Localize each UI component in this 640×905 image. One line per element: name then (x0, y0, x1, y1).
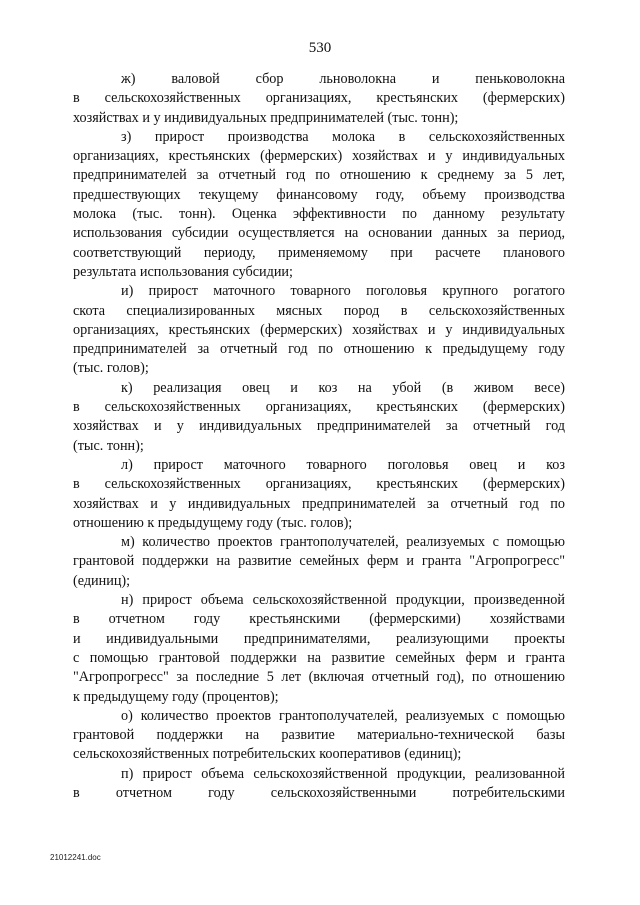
paragraph (73, 128, 565, 282)
text-line: и) прирост маточного товарного поголовья крупного рогатого (121, 283, 565, 300)
text-line: хозяйствах и у индивидуальных предпринимателей (тыс. тонн); (73, 109, 459, 126)
paragraph (73, 533, 565, 591)
text-line: результата использования субсидии; (73, 263, 293, 280)
text-line: предпринимателей за отчетный год по отношению к предыдущему году (73, 341, 565, 358)
paragraph (73, 70, 565, 128)
text-line: "Агропрогресс" за последние 5 лет (включая отчетный год), по отношению (73, 669, 565, 686)
text-line: организациях, крестьянских (фермерских) хозяйствах и у индивидуальных (73, 148, 565, 165)
text-line: хозяйствах и у индивидуальных предпринимателей за отчетный год по (73, 495, 565, 512)
text-line: и индивидуальными предпринимателями, реализующими проекты (73, 630, 565, 647)
text-line: в отчетном году сельскохозяйственными потребительскими (73, 784, 565, 801)
text-line: в отчетном году крестьянскими (фермерскими) хозяйствами (73, 611, 565, 628)
paragraph (73, 456, 565, 533)
text-line: грантовой поддержки на развитие семейных ферм и гранта "Агропрогресс" (73, 553, 565, 570)
text-line: предшествующих текущему финансовому году, объему производства (73, 186, 565, 203)
text-line: м) количество проектов грантополучателей, реализуемых с помощью (121, 534, 565, 551)
page-number: 530 (308, 40, 332, 56)
text-line: в сельскохозяйственных организациях, крестьянских (фермерских) (73, 476, 565, 493)
text-line: л) прирост маточного товарного поголовья овец и коз (121, 456, 565, 473)
text-line: з) прирост производства молока в сельскохозяйственных (121, 128, 565, 145)
paragraph (73, 282, 565, 378)
text-line: отношению к предыдущему году (тыс. голов); (73, 514, 353, 531)
text-line: (тыс. голов); (73, 360, 149, 377)
paragraph (73, 765, 565, 804)
paragraph (73, 379, 565, 456)
text-line: (единиц); (73, 572, 131, 589)
text-line: предпринимателей за отчетный год по отношению к среднему за 5 лет, (73, 167, 565, 184)
text-line: с помощью грантовой поддержки на развитие семейных ферм и гранта (73, 649, 565, 666)
file-name-footer: 21012241.doc (50, 853, 101, 862)
text-line: ж) валовой сбор льноволокна и пеньковолокна (121, 71, 565, 87)
document-body (73, 70, 565, 803)
text-line: скота специализированных мясных пород в сельскохозяйственных (73, 302, 565, 319)
text-line: (тыс. тонн); (73, 437, 144, 454)
text-line: к) реализация овец и коз на убой (в живом весе) (121, 379, 565, 396)
text-line: использования субсидии осуществляется на основании данных за период, (73, 225, 565, 242)
text-line: хозяйствах и у индивидуальных предпринимателей за отчетный год (73, 418, 565, 435)
text-line: в сельскохозяйственных организациях, крестьянских (фермерских) (73, 399, 565, 416)
text-line: н) прирост объема сельскохозяйственной продукции, произведенной (121, 592, 565, 609)
text-line: грантовой поддержки на развитие материально-технической базы (73, 727, 565, 744)
text-line: соответствующий периоду, применяемому при расчете планового (73, 244, 565, 261)
text-line: молока (тыс. тонн). Оценка эффективности по данному результату (73, 206, 565, 223)
text-line: к предыдущему году (процентов); (73, 688, 279, 705)
text-line: организациях, крестьянских (фермерских) хозяйствах и у индивидуальных (73, 321, 565, 338)
paragraph (73, 707, 565, 765)
text-line: п) прирост объема сельскохозяйственной продукции, реализованной (121, 765, 565, 782)
text-line: о) количество проектов грантополучателей, реализуемых с помощью (121, 707, 565, 724)
text-line: в сельскохозяйственных организациях, крестьянских (фермерских) (73, 90, 565, 107)
paragraph (73, 591, 565, 707)
text-line: сельскохозяйственных потребительских кооперативов (единиц); (73, 746, 462, 763)
